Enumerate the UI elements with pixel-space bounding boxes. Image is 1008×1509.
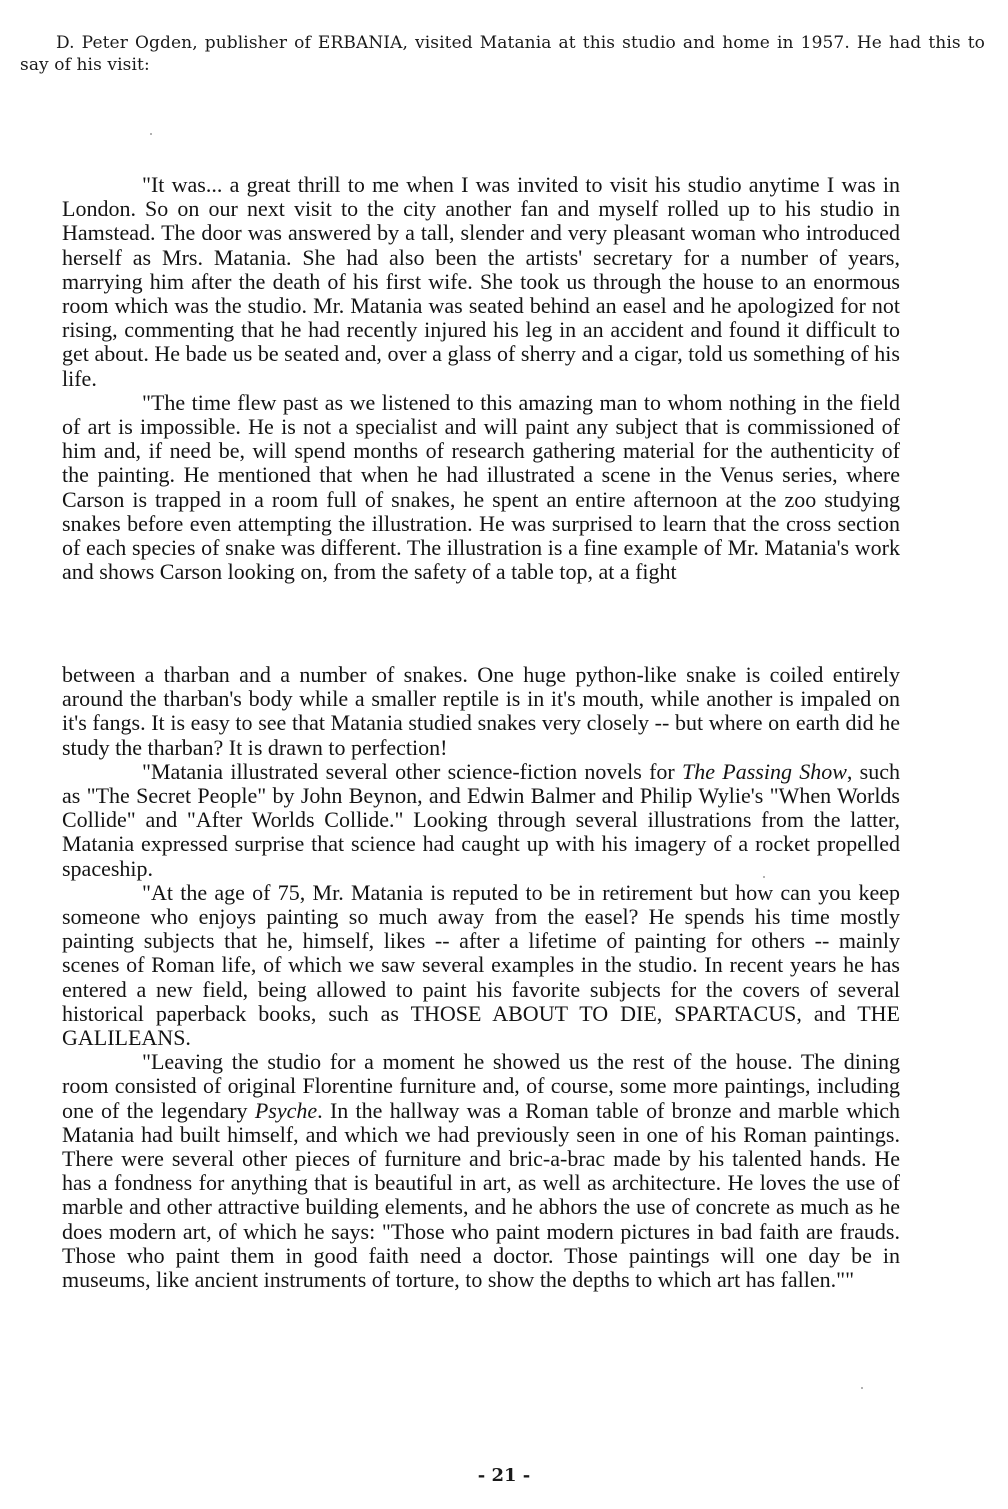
intro-paragraph: D. Peter Ogden, publisher of ERBANIA, visited Matania at this studio and home in 1957. He had this to say of his visit: xyxy=(20,33,985,75)
passing-show-title: The Passing Show xyxy=(682,758,847,784)
quote-paragraph-5 xyxy=(62,1050,900,1292)
quote-paragraph-5-lead: "Leaving the studio for a moment he showed us the rest of the house. The dining room consisted of original Florentine furniture and, of course, some more paintings, including one of the legendary xyxy=(62,1049,900,1123)
scan-speck xyxy=(861,1387,863,1389)
scan-speck xyxy=(763,876,765,878)
quote-paragraph-4: "At the age of 75, Mr. Matania is reputed to be in retirement but how can you keep someone who enjoys painting so much away from the easel? He spends his time mostly painting subjects that he, himself, likes -- after a lifetime of painting for others -- mainly scenes of Roman life, of which we saw several examples in the studio. In recent years he has entered a new field, being allowed to paint his favorite subjects for the covers of several historical paperback books, such as THOSE ABOUT TO DIE, SPARTACUS, and THE GALILEANS. xyxy=(62,879,900,1051)
quote-paragraph-3-rest: , such as "The Secret People" by John Beynon, and Edwin Balmer and Philip Wylie's "When Worlds Collide" and "After Worlds Collide." Looking through several illustrations from the latter, Matania expressed surprise that science had caught up with his imagery of a rocket propelled spaceship. xyxy=(62,758,900,881)
quote-paragraph-1: "It was... a great thrill to me when I was invited to visit his studio anytime I was in London. So on our next visit to the city another fan and myself rolled up to his studio in Hamstead. The door was answered by a tall, slender and very pleasant woman who introduced herself as Mrs. Matania. She had also been the artists' secretary for a number of years, marrying him after the death of his first wife. She took us through the house to an enormous room which was the studio. Mr. Matania was seated behind an easel and he apologized for not rising, commenting that he had recently injured his leg in an accident and found it difficult to get about. He bade us be seated and, over a glass of sherry and a cigar, told us something of his life. xyxy=(62,172,900,391)
quote-block-upper xyxy=(62,173,900,584)
quote-paragraph-5-rest: . In the hallway was a Roman table of bronze and marble which Matania had built himself, and which we had previously seen in one of his Roman paintings. There were several other pieces of furniture and bric-a-brac made by his talented hands. He has a fondness for anything that is beautiful in art, as well as architecture. He loves the use of marble and other attractive building elements, and he abhors the use of concrete as much as he does modern art, of which he says: "Those who paint modern pictures in bad faith are frauds. Those who paint them in good faith need a doctor. Those paintings will one day be in museums, like ancient instruments of torture, to show the depths to which art has fallen."" xyxy=(62,1097,901,1293)
quote-paragraph-3-lead: "Matania illustrated several other science-fiction novels for xyxy=(142,758,682,784)
quote-block-lower xyxy=(62,663,900,1292)
psyche-title: Psyche xyxy=(254,1097,318,1123)
quote-paragraph-3 xyxy=(62,760,900,881)
quote-paragraph-2-end: between a tharban and a number of snakes. One huge python-like snake is coiled entirely around the tharban's body while a smaller reptile is in it's mouth, while another is impaled on it's fangs. It is easy to see that Matania studied snakes very closely -- but where on earth did he study the tharban? It is drawn to perfection! xyxy=(62,662,900,760)
quote-paragraph-2-start: "The time flew past as we listened to this amazing man to whom nothing in the field of art is impossible. He is not a specialist and will paint any subject that is commissioned of him and, if need be, will spend months of research gathering material for the authenticity of the painting. He mentioned that when he had illustrated a scene in the Venus series, where Carson is trapped in a room full of snakes, he spent an entire afternoon at the zoo studying snakes before even attempting the illustration. He was surprised to learn that the cross section of each species of snake was different. The illustration is a fine example of Mr. Matania's work and shows Carson looking on, from the safety of a table top, at a fight xyxy=(62,389,900,585)
page-number: - 21 - xyxy=(477,1465,531,1486)
scan-speck xyxy=(150,133,152,135)
